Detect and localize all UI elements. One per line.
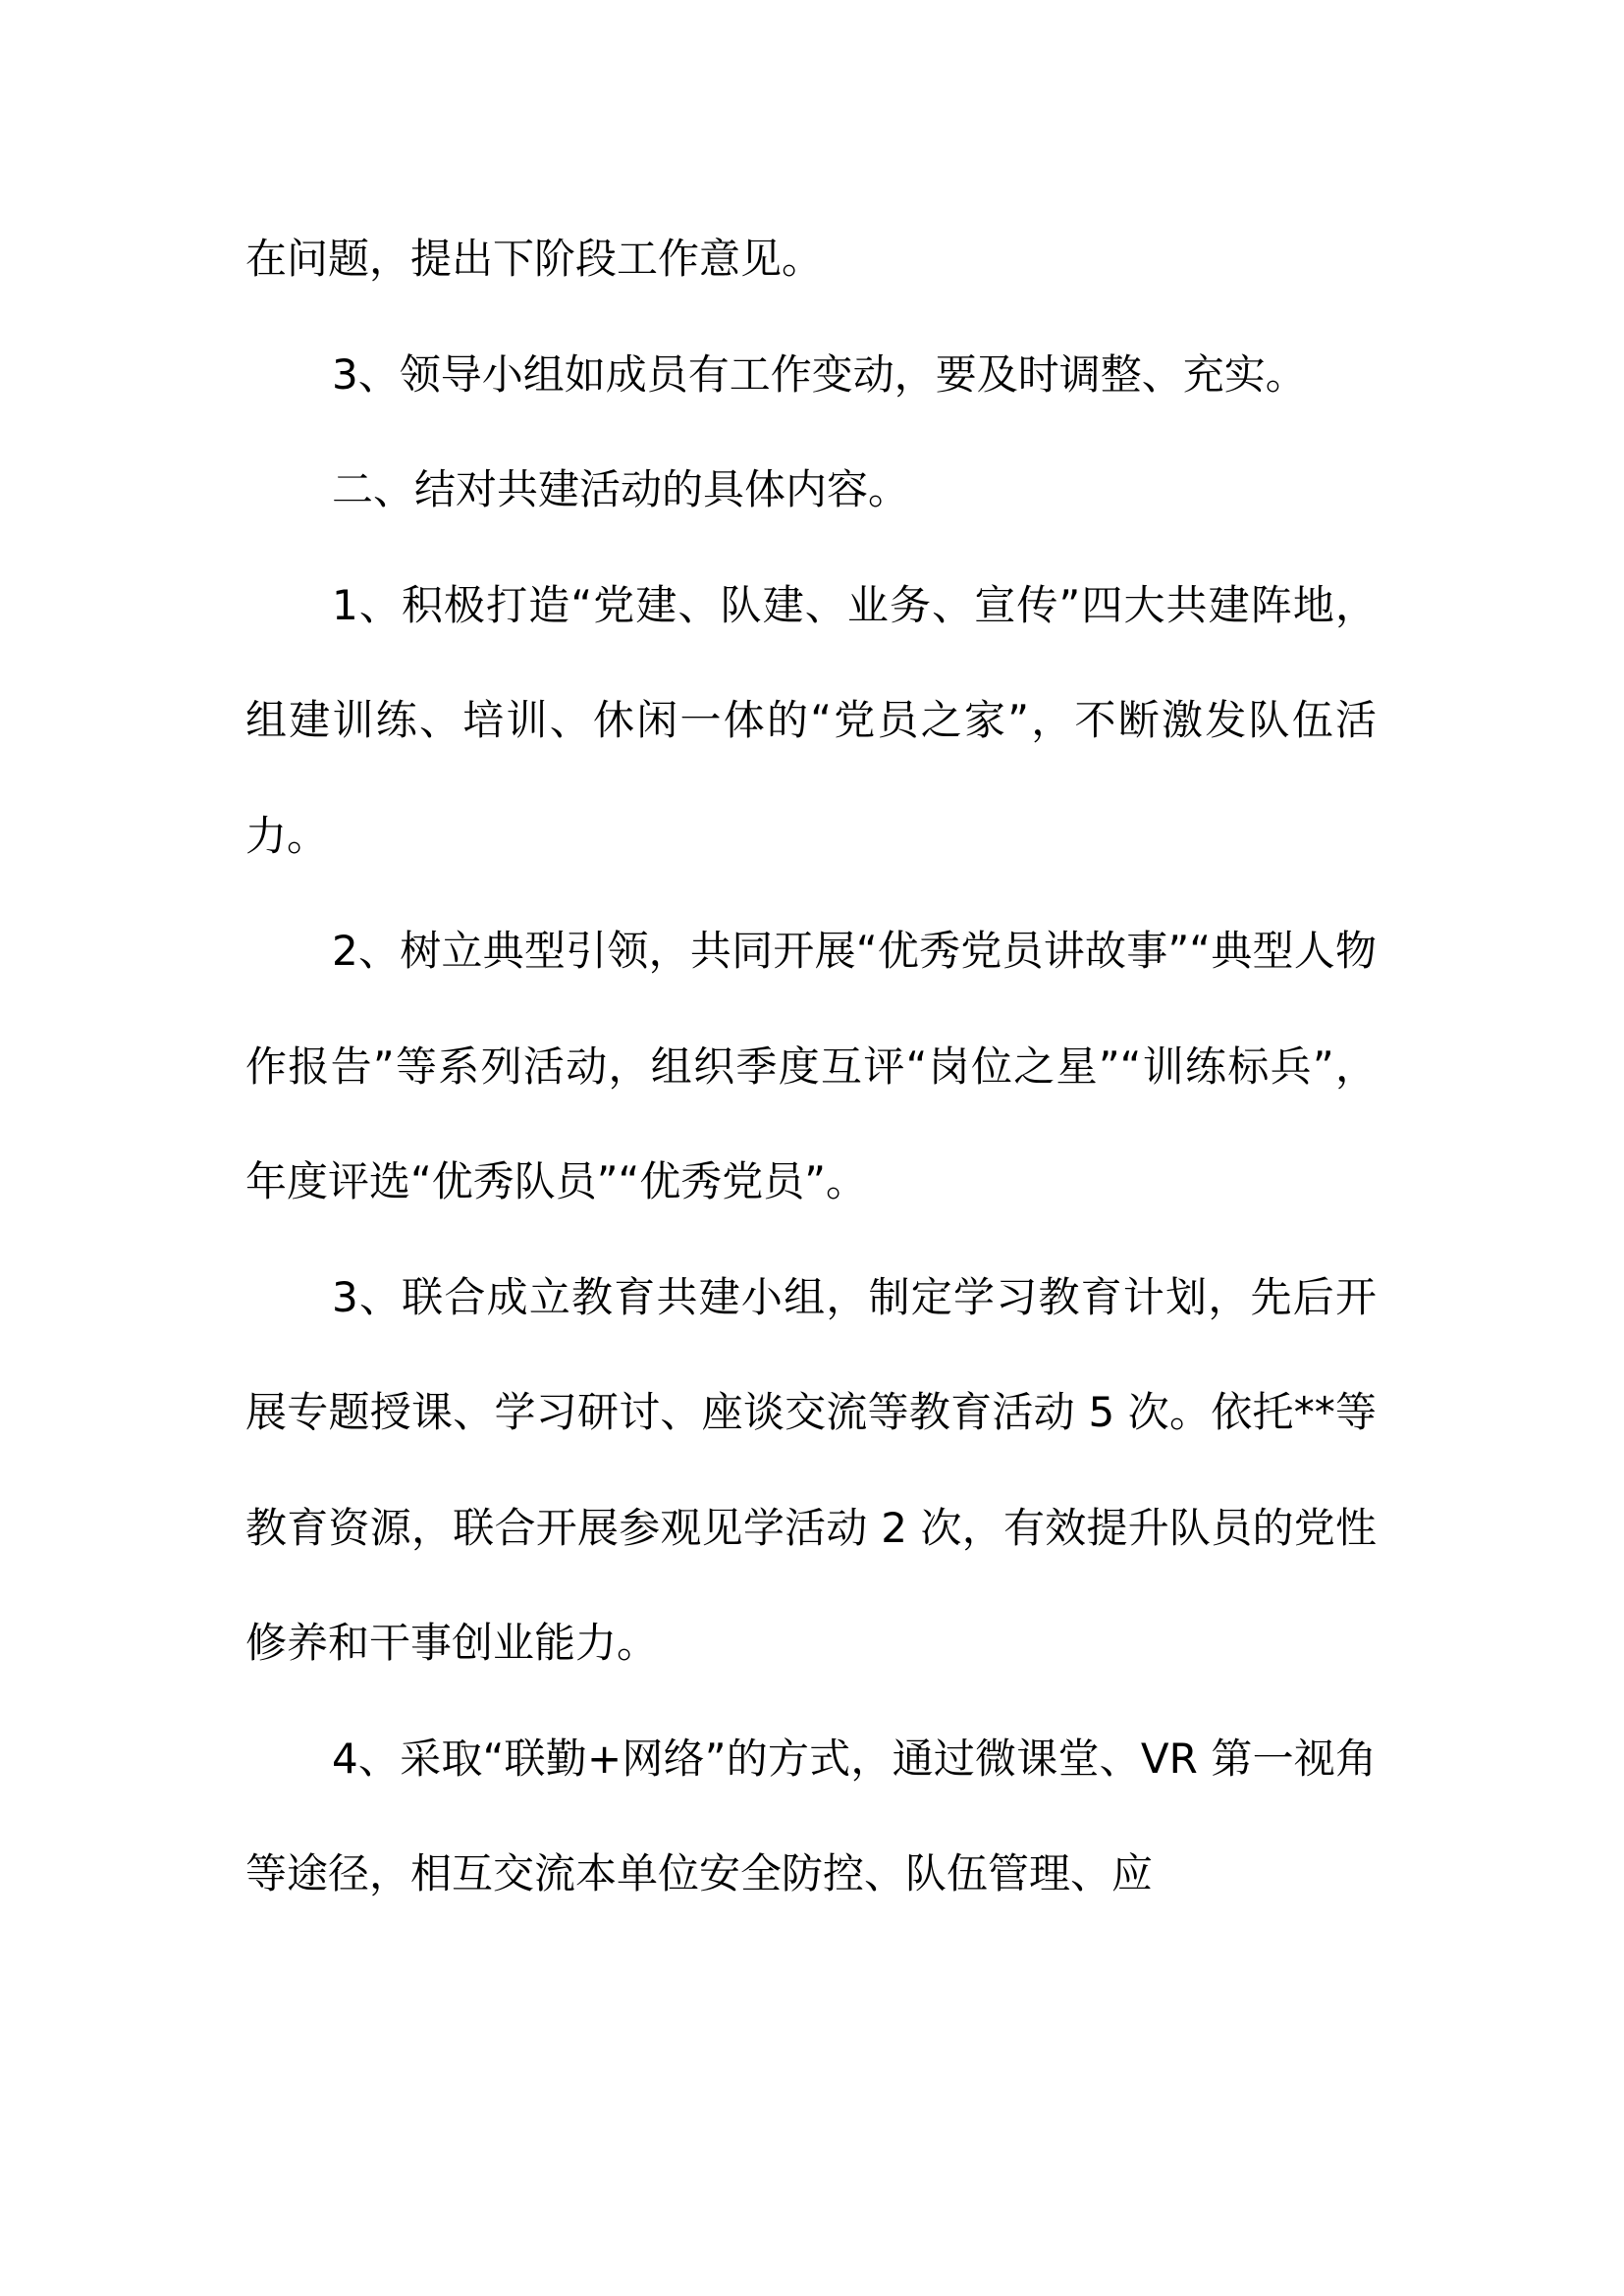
- paragraph-continuation: 在问题，提出下阶段工作意见。: [245, 235, 824, 283]
- paragraph-item-3-leadership-adjustment: 3、领导小组如成员有工作变动，要及时调整、充实。: [332, 349, 1307, 399]
- paragraph-item-3-education: 3、联合成立教育共建小组，制定学习教育计划，先后开展专题授课、学习研讨、座谈交流等教育活动 5 次。依托**等教育资源，联合开展参观见学活动 2 次，有效提升队员的党性修养和干事创业能力。: [245, 1272, 1377, 1667]
- section-heading-2: 二、结对共建活动的具体内容。: [332, 465, 910, 513]
- paragraph-item-4-online-exchange: 4、采取“联勤+网络”的方式，通过微课堂、VR 第一视角等途径，相互交流本单位安全防控、队伍管理、应: [245, 1734, 1377, 1897]
- paragraph-item-2-role-models: 2、树立典型引领，共同开展“优秀党员讲故事”“典型人物作报告”等系列活动，组织季度互评“岗位之星”“训练标兵”，年度评选“优秀队员”“优秀党员”。: [245, 927, 1377, 1205]
- document-page: [245, 201, 1377, 1932]
- paragraph-item-1-positions: 1、积极打造“党建、队建、业务、宣传”四大共建阵地，组建训练、培训、休闲一体的“党员之家”，不断激发队伍活力。: [245, 580, 1377, 860]
